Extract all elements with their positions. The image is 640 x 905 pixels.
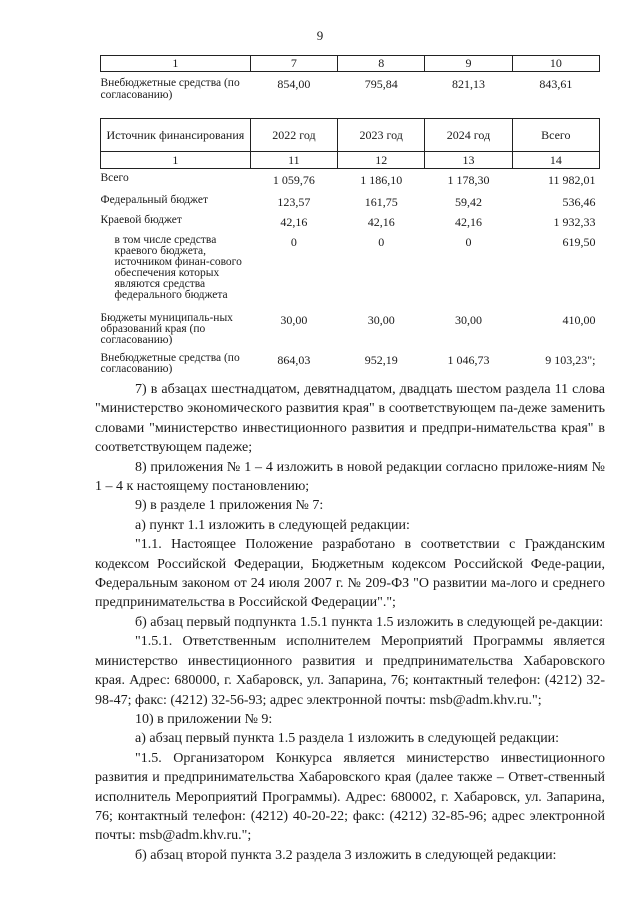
row-value: 1 186,10 [360,173,403,187]
row-value: 42,16 [454,214,482,229]
table-header-cell: 2023 год [338,119,425,152]
row-value: 0 [290,234,297,249]
table-header-cell: Источник финансирования [101,119,251,152]
row-value: 843,61 [539,77,573,91]
table-row [101,349,600,377]
table-index-row [101,152,600,169]
row-value: 536,46 [562,194,596,209]
table-index-cell: 13 [425,152,512,169]
table-header-cell: Всего [512,119,599,152]
paragraph: 10) в приложении № 9: [135,711,273,727]
row-source: в том числе средства краевого бюджета, источником финан-сового обеспечения которых являются средства федерального бюджета [114,233,242,301]
paragraph: б) абзац первый подпункта 1.5.1 пункта 1.5 изложить в следующей ре-дакции: [135,614,604,630]
paragraph: 7) в абзацах шестнадцатом, девятнадцатом, двадцать шестом раздела 11 слова "министерство экономического развития края" в соответствующем па-деже заменить словами "министерство инвестиционного развития и предпри-нимательства края" в соответствующем падеже; [95,382,605,456]
row-value: 410,00 [562,312,596,327]
table-row [101,169,600,191]
row-source: Внебюджетные средства (по согласованию) [100,351,240,375]
paragraph: б) абзац второй пункта 3.2 раздела 3 изложить в следующей редакции: [135,847,557,863]
table-header-cell: 1 [101,56,251,72]
table-row [101,309,600,349]
row-value: 0 [465,234,472,249]
row-value: 1 932,33 [553,214,596,229]
row-source: Всего [100,172,129,184]
table-index-cell: 1 [101,152,251,169]
row-value: 9 103,23"; [545,352,596,367]
row-value: 795,84 [364,77,398,91]
financing-table-continuation [100,55,600,101]
table-header-cell: 9 [425,56,512,72]
table-index-cell: 14 [512,152,599,169]
row-value: 11 982,01 [547,173,596,187]
row-value: 30,00 [280,312,308,327]
row-value: 30,00 [454,312,482,327]
table-index-cell: 11 [250,152,337,169]
table-header-row [101,56,600,72]
row-value: 1 046,73 [447,352,490,367]
row-value: 1 059,76 [272,173,315,187]
row-value: 161,75 [364,194,398,209]
row-value: 123,57 [277,194,311,209]
row-value: 854,00 [277,77,311,91]
row-source: Бюджеты муниципаль-ных образований края (по согласованию) [100,311,233,346]
paragraph: а) пункт 1.1 изложить в следующей редакции: [135,517,410,533]
table-index-cell: 12 [338,152,425,169]
row-value: 30,00 [367,312,395,327]
row-value: 42,16 [280,214,308,229]
paragraph: 9) в разделе 1 приложения № 7: [135,498,324,514]
table-header-cell: 8 [338,56,425,72]
paragraph: "1.1. Настоящее Положение разработано в соответствии с Гражданским кодексом Российской Федерации, Бюджетным кодексом Российской Феде-рации, Федеральным законом от 24 июля 2007 г. № 209-ФЗ "О развитии ма-лого и среднего предпринимательства в Российской Федерации"."; [95,537,605,611]
paragraph: а) абзац первый пункта 1.5 раздела 1 изложить в следующей редакции: [135,731,560,747]
page-number: 9 [316,28,324,43]
row-value: 42,16 [367,214,395,229]
financing-table-2022-2024 [100,118,600,377]
row-value: 0 [378,234,385,249]
document-body [95,380,605,865]
row-value: 619,50 [562,234,596,249]
table-header-cell: 2024 год [425,119,512,152]
paragraph: 8) приложения № 1 – 4 изложить в новой редакции согласно приложе-ниям № 1 – 4 к настоящему постановлению; [95,459,605,495]
table-row [101,191,600,211]
table-header-cell: 2022 год [250,119,337,152]
row-value: 59,42 [454,194,482,209]
table-header-cell: 7 [250,56,337,72]
row-source: Краевой бюджет [100,213,182,226]
paragraph: "1.5.1. Ответственным исполнителем Мероприятий Программы является министерство инвестиционного развития и предпринимательства Хабаровского края. Адрес: 680000, г. Хабаровск, ул. Запарина, 76; контактный телефон: (4212) 32-98-47; факс: (4212) 32-56-93; адрес электронной почты: msb@adm.khv.ru."; [95,634,605,708]
table-row [101,231,600,309]
row-value: 1 178,30 [447,173,490,187]
row-source: Федеральный бюджет [100,193,208,206]
table-row [101,211,600,231]
row-value: 952,19 [364,352,398,367]
row-value: 864,03 [277,352,311,367]
table-header-row [101,119,600,152]
table-row [101,72,600,102]
table-header-cell: 10 [512,56,599,72]
row-value: 821,13 [452,77,486,91]
paragraph: "1.5. Организатором Конкурса является министерство инвестиционного развития и предпринимательства Хабаровского края (далее также – Ответ-ственный исполнитель Мероприятий Программы). Адрес: 680002, г. Хабаровск, ул. Запарина, 76; контактный телефон: (4212) 40-20-22; факс: (4212) 32-85-96; адрес электронной почты: msb@adm.khv.ru."; [95,750,605,844]
row-source: Внебюджетные средства (по согласованию) [100,77,240,101]
